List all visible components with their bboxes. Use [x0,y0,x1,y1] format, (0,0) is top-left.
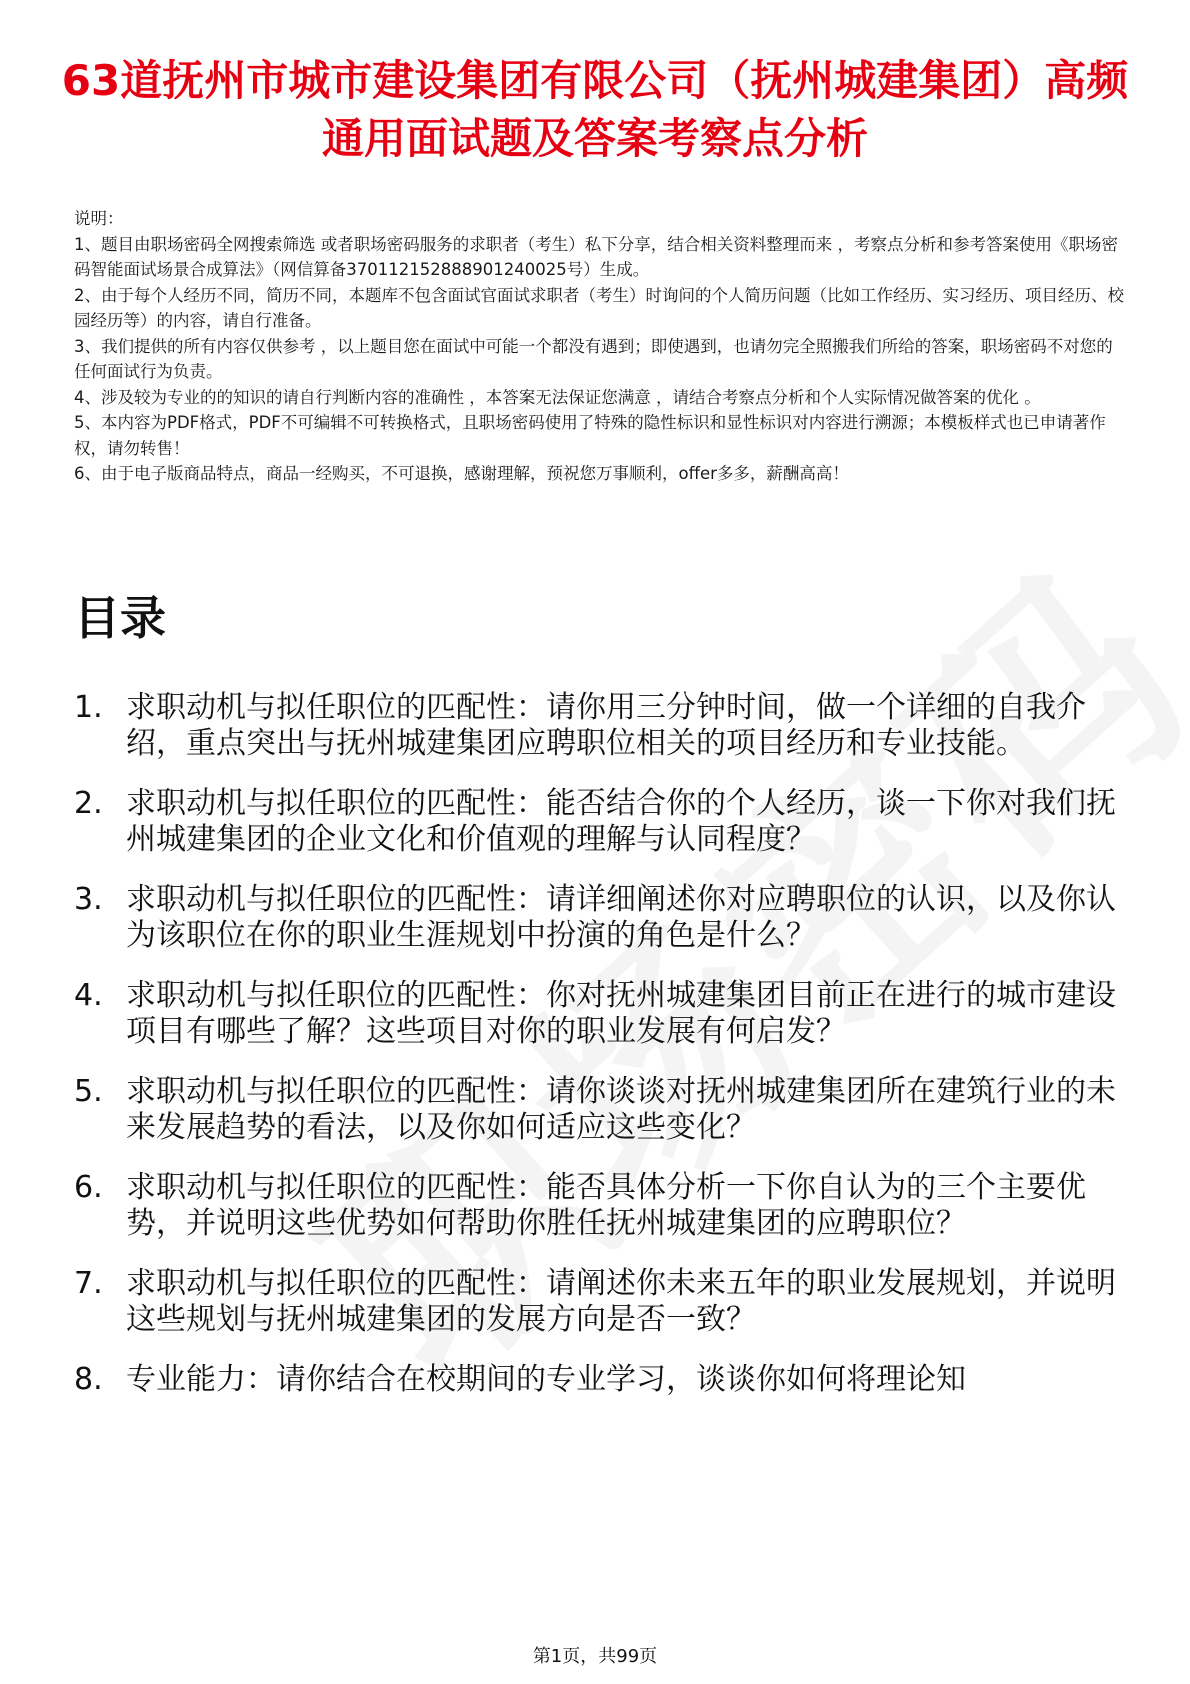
toc-list [74,690,1124,1422]
toc-item-text: 求职动机与拟任职位的匹配性：你对抚州城建集团目前正在进行的城市建设项目有哪些了解？这些项目对你的职业发展有何启发？ [126,978,1116,1049]
toc-item[interactable] [74,1170,1124,1242]
toc-item[interactable] [74,882,1124,954]
toc-item-text: 求职动机与拟任职位的匹配性：能否结合你的个人经历，谈一下你对我们抚州城建集团的企业文化和价值观的理解与认同程度？ [126,786,1116,857]
toc-item-text: 求职动机与拟任职位的匹配性：请详细阐述你对应聘职位的认识，以及你认为该职位在你的职业生涯规划中扮演的角色是什么？ [126,882,1116,953]
note-item: 4、涉及较为专业的的知识的请自行判断内容的准确性 ，本答案无法保证您满意 ，请结合考察点分析和个人实际情况做答案的优化 。 [74,387,1041,407]
toc-item[interactable] [74,1074,1124,1146]
toc-item[interactable] [74,1362,1124,1398]
note-item: 3、我们提供的所有内容仅供参考 ，以上题目您在面试中可能一个都没有遇到；即使遇到，也请勿完全照搬我们所给的答案，职场密码不对您的任何面试行为负责。 [74,336,1113,381]
notes-section [74,206,1124,487]
toc-item-text: 求职动机与拟任职位的匹配性：能否具体分析一下你自认为的三个主要优势，并说明这些优势如何帮助你胜任抚州城建集团的应聘职位？ [126,1170,1086,1241]
note-item: 6、由于电子版商品特点，商品一经购买，不可退换，感谢理解，预祝您万事顺利，offer多多，薪酬高高！ [74,464,849,483]
toc-item[interactable] [74,786,1124,858]
toc-item-text: 求职动机与拟任职位的匹配性：请阐述你未来五年的职业发展规划，并说明这些规划与抚州城建集团的发展方向是否一致？ [126,1266,1116,1337]
toc-item-number: 8. [74,1362,103,1397]
toc-item[interactable] [74,978,1124,1050]
note-item: 2、由于每个人经历不同，简历不同，本题库不包含面试官面试求职者（考生）时询问的个人简历问题（比如工作经历、实习经历、项目经历、校园经历等）的内容，请自行准备。 [74,285,1124,330]
toc-item-number: 1. [74,690,103,725]
document-title: 63道抚州市城市建设集团有限公司（抚州城建集团）高频通用面试题及答案考察点分析 [61,56,1129,163]
toc-item-number: 6. [74,1170,103,1205]
toc-item-number: 7. [74,1266,103,1301]
page-footer: 第1页，共99页 [532,1646,658,1667]
note-item: 1、题目由职场密码全网搜索筛选 或者职场密码服务的求职者（考生）私下分享，结合相关资料整理而来 ，考察点分析和参考答案使用《职场密码智能面试场景合成算法》（网信算备370112152888901240025号）生成。 [74,234,1118,279]
notes-heading: 说明： [74,209,124,228]
toc-item[interactable] [74,690,1124,762]
toc-item-number: 4. [74,978,103,1013]
toc-item-number: 2. [74,786,103,821]
toc-item-number: 5. [74,1074,103,1109]
note-item: 5、本内容为PDF格式，PDF不可编辑不可转换格式，且职场密码使用了特殊的隐性标识和显性标识对内容进行溯源；本模板样式也已申请著作权，请勿转售！ [74,413,1106,458]
toc-item-text: 求职动机与拟任职位的匹配性：请你谈谈对抚州城建集团所在建筑行业的未来发展趋势的看法，以及你如何适应这些变化？ [126,1074,1116,1145]
toc-item-number: 3. [74,882,103,917]
toc-item-text: 求职动机与拟任职位的匹配性：请你用三分钟时间，做一个详细的自我介绍，重点突出与抚州城建集团应聘职位相关的项目经历和专业技能。 [126,690,1086,761]
toc-item[interactable] [74,1266,1124,1338]
toc-heading: 目录 [74,591,166,645]
toc-item-text: 专业能力：请你结合在校期间的专业学习，谈谈你如何将理论知 [126,1362,966,1397]
